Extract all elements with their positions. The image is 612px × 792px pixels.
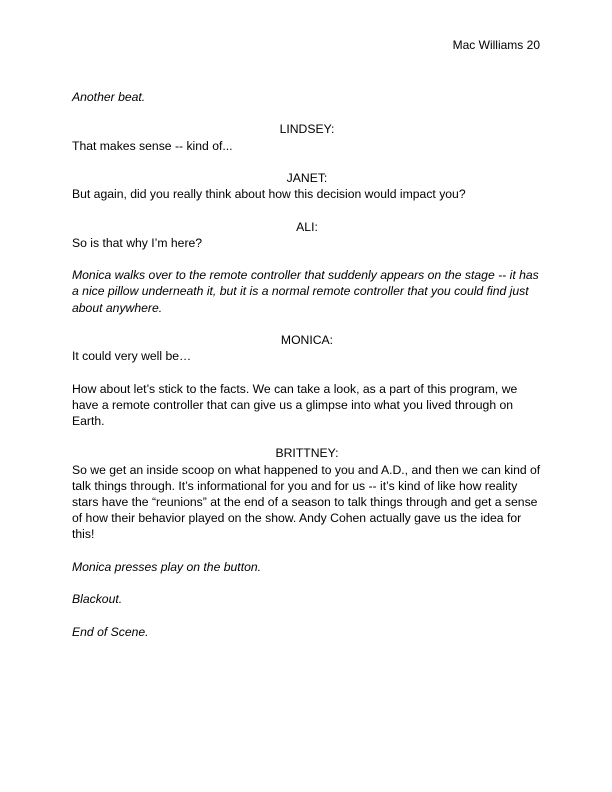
character-name-janet: JANET: [286,170,328,185]
dialogue-ali: So is that why I’m here? [72,235,203,250]
character-name-lindsey: LINDSEY: [279,122,335,137]
page-header: Mac Williams 20 [452,38,540,52]
stage-direction-beat: Another beat. [72,90,146,104]
dialogue-monica-2: How about let’s stick to the facts. We can take a look, as a part of this program, we have a remote controller that can give us a glimpse into what you lived through on Earth. [72,381,518,428]
character-name-monica: MONICA: [280,332,334,347]
dialogue-lindsey: That makes sense -- kind of... [72,138,233,153]
character-name-brittney: BRITTNEY: [275,446,339,461]
dialogue-brittney: So we get an inside scoop on what happened to you and A.D., and then we can kind of talk things through. It’s informational for you and for us -- it’s kind of like how reality stars have the “reunions” at the end of a season to talk things through and get a sense of how their behavior played on the show. Andy Cohen actually gave us the idea for this! [72,462,541,542]
stage-direction-play: Monica presses play on the button. [72,559,262,574]
stage-direction-end: End of Scene. [72,624,149,639]
character-name-ali: ALI: [296,219,318,234]
dialogue-janet: But again, did you really think about how this decision would impact you? [72,187,466,202]
script-body [72,89,542,640]
stage-direction-blackout: Blackout. [72,592,123,607]
dialogue-monica-1: It could very well be… [72,349,192,364]
stage-direction-remote: Monica walks over to the remote controller that suddenly appears on the stage -- it has a nice pillow underneath it, but it is a normal remote controller that you could find just about anywhere. [72,268,539,315]
